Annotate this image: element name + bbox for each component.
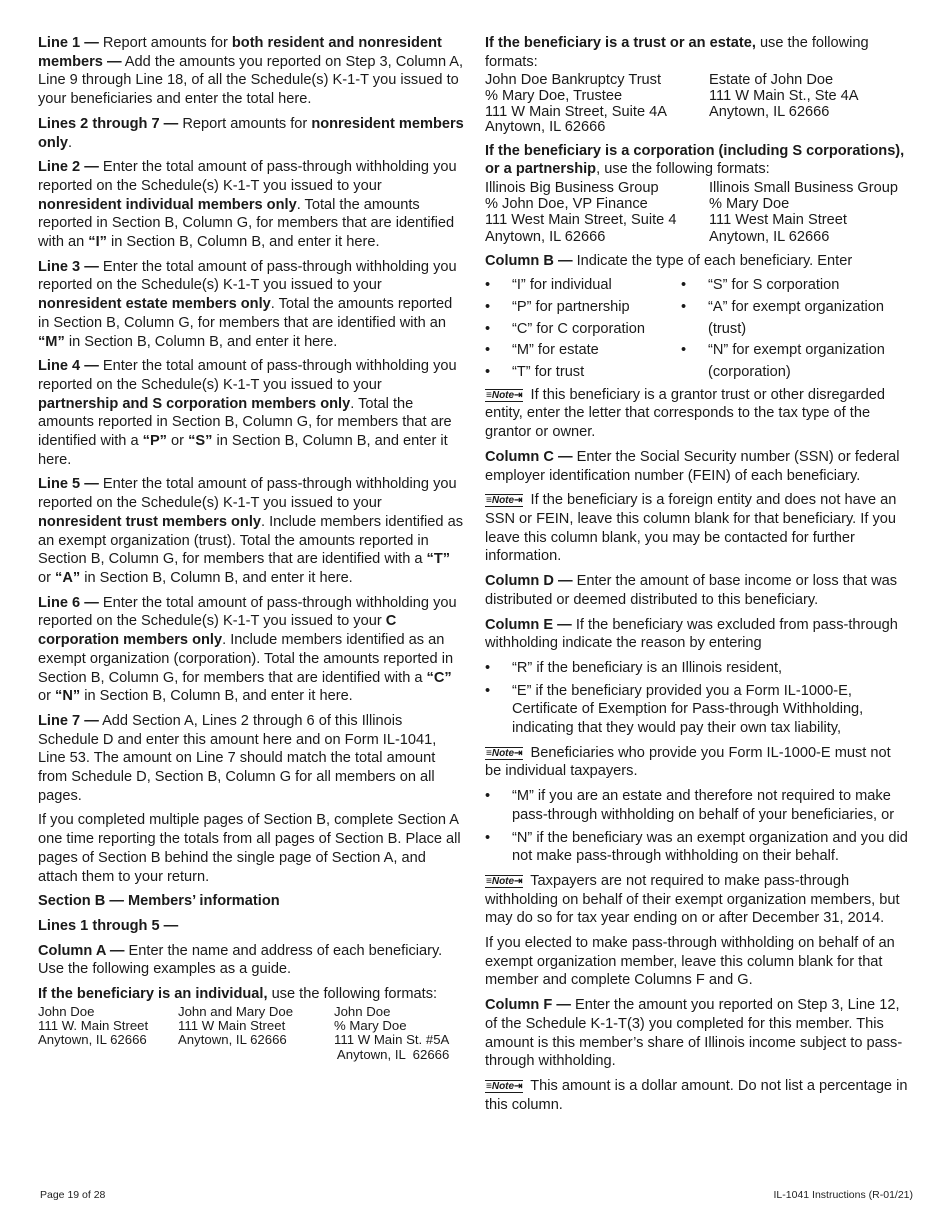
note-grantor: ≡Note⇥ If this beneficiary is a grantor trust or other disregarded entity, enter the letter that corresponds to the tax type of the grantor or owner. (485, 386, 885, 441)
trust-examples (485, 73, 909, 135)
type-item: • “A” for exempt organization (681, 298, 909, 317)
column-d-paragraph: Column D — Enter the amount of base income or loss that was distributed or deemed distributed to this beneficiary. (485, 573, 898, 608)
line1-paragraph: Line 1 — Report amounts for both resident and nonresident members — Add the amounts you reported on Step 3, Column A, Line 9 through Line 18, of all the Schedule(s) K-1-T you issued to your beneficiaries and enter the total here. (38, 35, 464, 108)
section-b-heading: Section B — Members’ information (38, 893, 280, 910)
line3-paragraph: Line 3 — Enter the total amount of pass-through withholding you reported on the Schedule(s) K-1-T you issued to your nonresident estate members only. Total the amounts reported in Section B, Column G, for members that are identified with an “M” in Section B, Column B, and enter it here. (38, 258, 457, 350)
trust-heading: If the beneficiary is a trust or an estate, use the following formats: (485, 35, 869, 70)
line4-paragraph: Line 4 — Enter the total amount of pass-through withholding you reported on the Schedule(s) K-1-T you issued to your partnership and S corporation members only. Total the amounts reported in Section B, Column G, for members that are identified with a “P” or “S” in Section B, Column B, and enter it here. (38, 358, 457, 468)
type-item: • “N” for exempt organization (681, 341, 909, 360)
note-icon: ≡Note⇥ (486, 1080, 523, 1092)
address-example: John and Mary Doe 111 W Main Street Anytown, IL 62666 (178, 1003, 294, 1048)
note-icon: ≡Note⇥ (486, 495, 523, 507)
type-item: (trust) (708, 320, 747, 337)
type-item: • “T” for trust (485, 363, 681, 382)
address-example: Illinois Small Business Group % Mary Doe 111 West Main Street Anytown, IL 62666 (709, 180, 898, 245)
type-item: • “I” for individual (485, 276, 681, 295)
line7-paragraph: Line 7 — Add Section A, Lines 2 through 6 of this Illinois Schedule D and enter this amount here and on Form IL-1041, Line 53. The amount on Line 7 should match the total amount from Schedule D, Section B, Column G for all members on all pages. (38, 712, 437, 804)
elected-paragraph: If you elected to make pass-through withholding on behalf of an exempt organization member, leave this column blank for that member and complete Columns F and G. (485, 935, 895, 989)
note-foreign: ≡Note⇥ If the beneficiary is a foreign entity and does not have an SSN or FEIN, leave this column blank for that beneficiary. If you leave this column blank, you may be contacted for further information. (485, 492, 897, 565)
address-example: John Doe % Mary Doe 111 W Main St. #5A Anytown, IL 62666 (334, 1003, 450, 1062)
line5-paragraph: Line 5 — Enter the total amount of pass-through withholding you reported on the Schedule(s) K-1-T you issued to your nonresident trust members only. Include members identified as an exempt organization (trust). Total the amounts reported in Section B, Column G, for members that are identified with a “T” or “A” in Section B, Column B, and enter it here. (38, 476, 463, 586)
note-icon: ≡Note⇥ (486, 875, 523, 887)
type-item: (corporation) (708, 364, 791, 381)
note-icon: ≡Note⇥ (486, 389, 523, 401)
list-item: • “M” if you are an estate and therefore not required to make pass-through withholding on behalf of your beneficiaries, or (485, 787, 909, 824)
list-item: • “E” if the beneficiary provided you a Form IL-1000-E, Certificate of Exemption for Pass-through Withholding, indicating that they would pay their own tax liability, (485, 682, 909, 738)
note-il1000e: ≡Note⇥ Beneficiaries who provide you Form IL-1000-E must not be individual taxpayers. (485, 744, 891, 780)
type-item: • “C” for C corporation (485, 320, 681, 339)
column-b-paragraph: Column B — Indicate the type of each beneficiary. Enter (485, 252, 853, 269)
type-item: • “M” for estate (485, 341, 681, 360)
line2-paragraph: Line 2 — Enter the total amount of pass-through withholding you reported on the Schedule(s) K-1-T you issued to your nonresident individual members only. Total the amounts reported in Section B, Column G, for members that are identified with an “I” in Section B, Column B, and enter it here. (38, 159, 457, 251)
right-column (485, 34, 909, 1120)
beneficiary-type-list (485, 276, 909, 382)
corporation-heading: If the beneficiary is a corporation (including S corporations), or a partnership, use the following formats: (485, 142, 905, 178)
note-icon: ≡Note⇥ (486, 747, 523, 759)
list-item: • “R” if the beneficiary is an Illinois resident, (485, 659, 909, 678)
column-a-paragraph: Column A — Enter the name and address of each beneficiary. Use the following examples as a guide. (38, 942, 443, 978)
individual-examples (38, 1005, 466, 1062)
column-f-paragraph: Column F — Enter the amount you reported on Step 3, Line 12, of the Schedule K-1-T(3) you completed for this member. This amount is this member’s share of Illinois income subject to pass-through withholding. (485, 997, 903, 1070)
corporation-examples (485, 181, 909, 245)
note-exempt: ≡Note⇥ Taxpayers are not required to make pass-through withholding on behalf of their exempt organization members, but may do so for tax year ending on or after December 31, 2014. (485, 872, 900, 927)
list-item: • “N” if the beneficiary was an exempt organization and you did not make pass-through withholding on their behalf. (485, 829, 909, 866)
address-example: John Doe 111 W. Main Street Anytown, IL 62666 (38, 1003, 149, 1048)
page-number: Page 19 of 28 (40, 1189, 106, 1201)
lines1-5-heading: Lines 1 through 5 — (38, 917, 179, 934)
address-example: Estate of John Doe 111 W Main St., Ste 4A Anytown, IL 62666 (709, 72, 859, 120)
lines2-7-paragraph: Lines 2 through 7 — Report amounts for nonresident members only. (38, 115, 464, 151)
line6-paragraph: Line 6 — Enter the total amount of pass-through withholding you reported on the Schedule(s) K-1-T you issued to your C corporation members only. Include members identified as an exempt organization (corporation). Total the amounts reported in Section B, Column G, for members that are identified with a “C” or “N” in Section B, Column B, and enter it here. (38, 594, 457, 705)
column-c-paragraph: Column C — Enter the Social Security number (SSN) or federal employer identification number (FEIN) of each beneficiary. (485, 448, 900, 484)
note-dollar: ≡Note⇥ This amount is a dollar amount. Do not list a percentage in this column. (485, 1077, 908, 1113)
column-e-paragraph: Column E — If the beneficiary was excluded from pass-through withholding indicate the reason by entering (485, 616, 898, 652)
exclusion-list-continued (485, 787, 909, 866)
type-item: • “S” for S corporation (681, 276, 909, 295)
type-item: • “P” for partnership (485, 298, 681, 317)
address-example: John Doe Bankruptcy Trust % Mary Doe, Trustee 111 W Main Street, Suite 4A Anytown, IL 62666 (485, 72, 667, 136)
form-identifier: IL-1041 Instructions (R-01/21) (773, 1189, 913, 1201)
exclusion-list (485, 659, 909, 738)
multiple-pages-paragraph: If you completed multiple pages of Section B, complete Section A one time reporting the totals from all pages of Section B. Place all pages of Section B behind the single page of Section A, and attach them to your return. (38, 812, 461, 885)
left-column (38, 34, 466, 1068)
individual-heading: If the beneficiary is an individual, use the following formats: (38, 986, 438, 1003)
address-example: Illinois Big Business Group % John Doe, VP Finance 111 West Main Street, Suite 4 Anytown, IL 62666 (485, 180, 677, 245)
